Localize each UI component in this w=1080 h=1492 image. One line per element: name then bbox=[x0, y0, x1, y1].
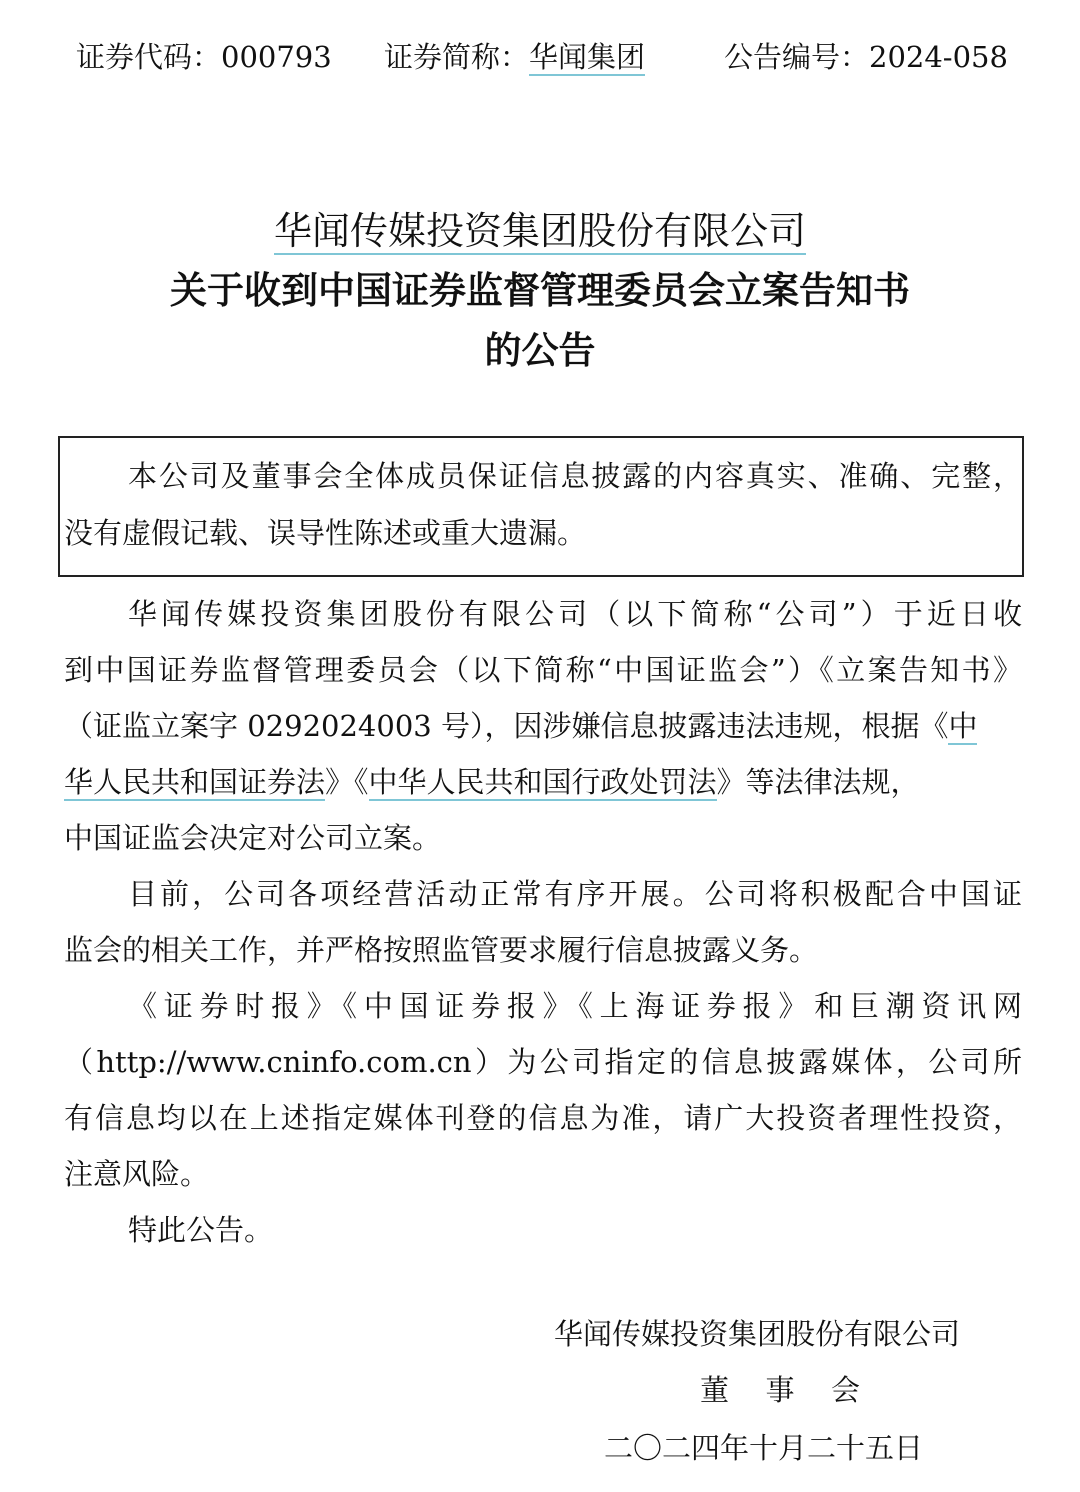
paragraph-1-line-5: 中国证监会决定对公司立案。 bbox=[64, 821, 442, 855]
disclaimer-line-1: 本公司及董事会全体成员保证信息披露的内容真实、准确、完整， bbox=[128, 459, 1022, 493]
security-abbreviation bbox=[384, 34, 645, 80]
paragraph-2-line-1: 目前，公司各项经营活动正常有序开展。公司将积极配合中国证 bbox=[128, 877, 1022, 911]
paragraph-1-line-3-text: （证监立案字 0292024003 号），因涉嫌信息披露违法违规，根据《 bbox=[64, 709, 949, 743]
administrative-penalty-law-link[interactable]: 中华人民共和国行政处罚法 bbox=[368, 765, 717, 799]
paragraph-1-line-3 bbox=[64, 706, 1022, 746]
title-subject: 关于收到中国证券监督管理委员会立案告知书 bbox=[170, 269, 910, 312]
paragraph-1-line-4 bbox=[64, 762, 1022, 802]
document-header bbox=[76, 34, 1016, 80]
announcement-number: 公告编号：2024-058 bbox=[724, 40, 1008, 74]
paragraph-1-line-4-tail: 》等法律法规， bbox=[716, 765, 920, 799]
paragraph-3-line-3: 有信息均以在上述指定媒体刊登的信息为准，请广大投资者理性投资， bbox=[64, 1101, 1022, 1135]
title-company-link[interactable]: 华闻传媒投资集团股份有限公司 bbox=[273, 209, 806, 253]
security-code: 证券代码：000793 bbox=[76, 40, 332, 74]
paragraph-1-line-1: 华闻传媒投资集团股份有限公司（以下简称“公司”）于近日收 bbox=[128, 597, 1022, 631]
signature-date: 二〇二四年十月二十五日 bbox=[604, 1431, 924, 1465]
signature-board: 董事会 bbox=[700, 1373, 860, 1407]
paragraph-1-line-2: 到中国证券监督管理委员会（以下简称“中国证监会”）《立案告知书》 bbox=[64, 653, 1022, 687]
securities-law-link[interactable]: 华人民共和国证券法 bbox=[64, 765, 326, 799]
paragraph-3-line-1: 《证券时报》《中国证券报》《上海证券报》和巨潮资讯网 bbox=[128, 989, 1022, 1023]
signature-company: 华闻传媒投资集团股份有限公司 bbox=[554, 1317, 961, 1351]
security-abbreviation-link[interactable]: 华闻集团 bbox=[529, 40, 646, 74]
title-suffix: 的公告 bbox=[484, 329, 596, 372]
securities-law-link-start[interactable]: 中 bbox=[948, 709, 978, 743]
paragraph-3-line-4: 注意风险。 bbox=[64, 1157, 210, 1191]
bracket-text: 》《 bbox=[325, 765, 369, 799]
title-company bbox=[0, 206, 1080, 256]
paragraph-2-line-2: 监会的相关工作，并严格按照监管要求履行信息披露义务。 bbox=[64, 933, 819, 967]
disclaimer-line-2: 没有虚假记载、误导性陈述或重大遗漏。 bbox=[64, 516, 587, 550]
paragraph-3-line-2: （http://www.cninfo.com.cn）为公司指定的信息披露媒体，公司所 bbox=[64, 1045, 1022, 1079]
security-abbreviation-label: 证券简称： bbox=[384, 40, 530, 74]
closing-statement: 特此公告。 bbox=[128, 1213, 274, 1247]
